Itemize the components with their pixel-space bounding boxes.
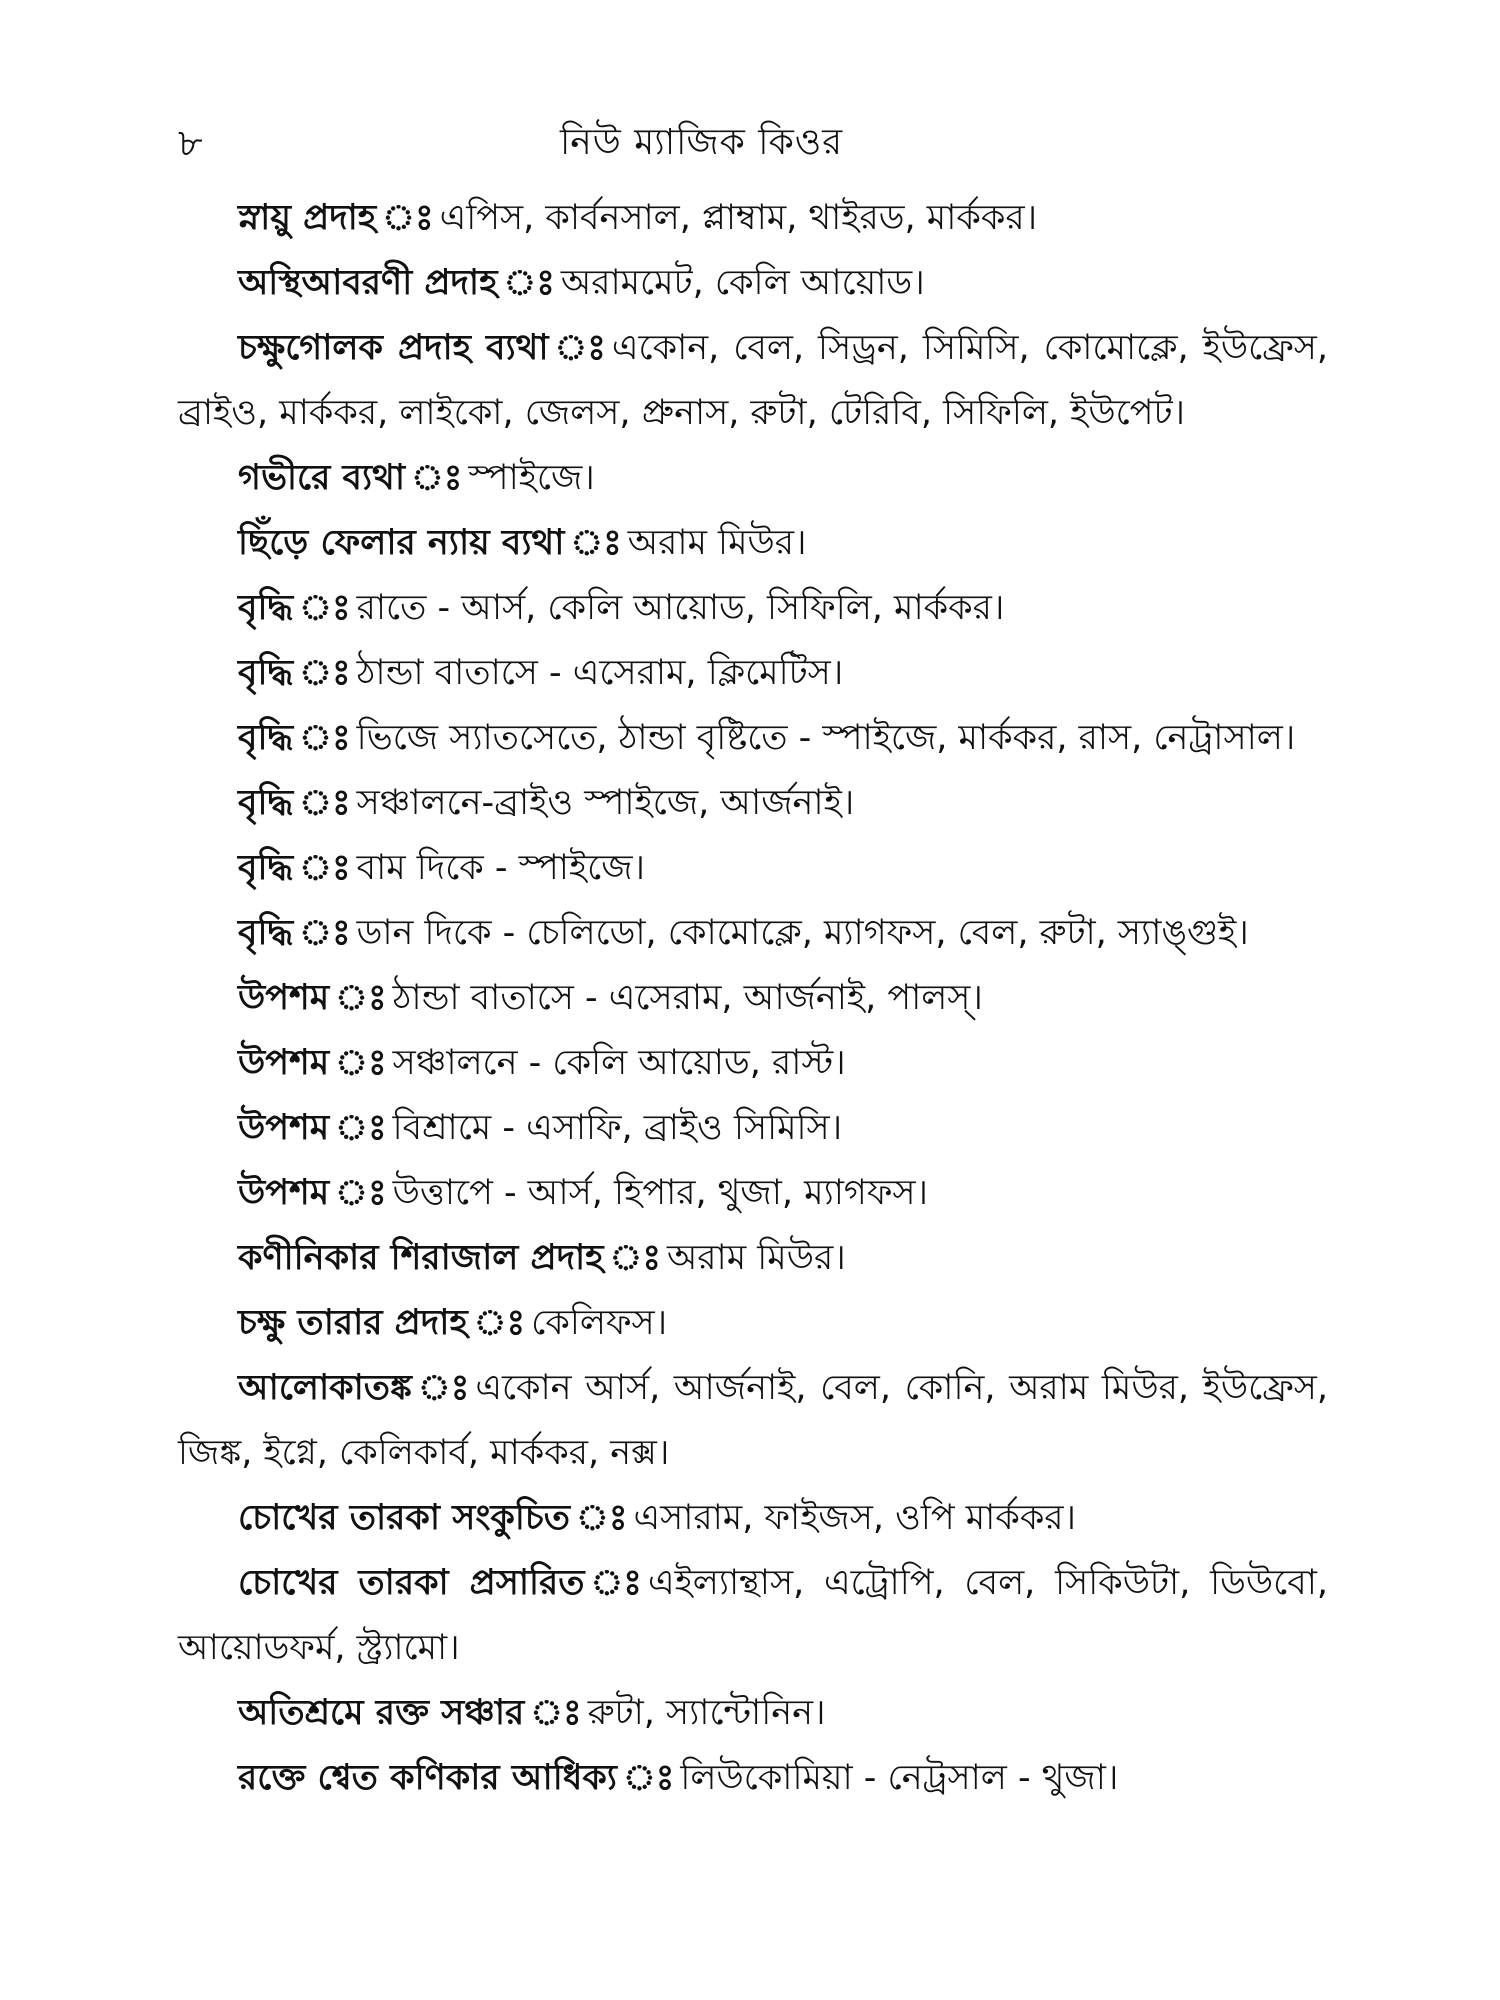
colon-separator: ঃ [335, 1108, 387, 1148]
colon-separator: ঃ [299, 588, 351, 628]
entry-term: আলোকাতঙ্ক [238, 1368, 412, 1408]
colon-separator: ঃ [299, 653, 351, 693]
colon-separator: ঃ [473, 1303, 526, 1343]
colon-separator: ঃ [299, 848, 351, 888]
entry [178, 186, 1328, 251]
entry-remedies: একোন আর্স, আর্জনাই, বেল, কোনি, অরাম মিউর, ইউফ্রেস, জিঙ্ক, ইগ্নে, কেলিকার্ব, মার্ককর, নক্স। [178, 1368, 1328, 1473]
entry [178, 1486, 1328, 1551]
colon-separator: ঃ [335, 1043, 387, 1083]
entry [178, 1746, 1328, 1811]
entry [178, 836, 1328, 901]
entry [178, 446, 1328, 511]
entry-term: বৃদ্ধি [238, 783, 294, 823]
entry [178, 706, 1328, 771]
entry-remedies: রাতে - আর্স, কেলি আয়োড, সিফিলি, মার্ককর। [356, 588, 1005, 628]
entry [178, 1356, 1328, 1486]
entry-term: বৃদ্ধি [238, 913, 294, 953]
entry-term: বৃদ্ধি [238, 848, 294, 888]
entry-term: উপশম [238, 1043, 330, 1083]
entry-remedies: অরাম মিউর। [666, 1238, 846, 1278]
entry-remedies: লিউকোমিয়া - নেট্রসাল - থুজা। [680, 1758, 1119, 1798]
entry-remedies: ঠান্ডা বাতাসে - এসেরাম, আর্জনাই, পালস্। [392, 978, 983, 1018]
entry-term: উপশম [238, 1173, 330, 1213]
entry-remedies: উত্তাপে - আর্স, হিপার, থুজা, ম্যাগফস। [392, 1173, 929, 1213]
colon-separator: ঃ [299, 783, 351, 823]
entry-remedies: বিশ্রামে - এসাফি, ব্রাইও সিমিসি। [392, 1108, 843, 1148]
entry [178, 771, 1328, 836]
entry-remedies: ঠান্ডা বাতাসে - এসেরাম, ক্লিমেটিস। [356, 653, 844, 693]
entry [178, 576, 1328, 641]
entry-remedies: অরাম মিউর। [627, 523, 807, 563]
entry [178, 1031, 1328, 1096]
entry-term: রক্তে শ্বেত কণিকার আধিক্য [238, 1758, 617, 1798]
entry-term: চোখের তারকা প্রসারিত [238, 1563, 585, 1603]
colon-separator: ঃ [554, 328, 606, 368]
entry [178, 1226, 1328, 1291]
entry-remedies: অরামমেট, কেলি আয়োড। [560, 263, 925, 303]
entry-list [178, 186, 1328, 1811]
entry-term: কণীনিকার শিরাজাল প্রদাহ [238, 1238, 604, 1278]
entry-term: অতিশ্রমে রক্ত সঞ্চার [238, 1693, 525, 1733]
entry [178, 901, 1328, 966]
entry-term: বৃদ্ধি [238, 653, 294, 693]
colon-separator: ঃ [590, 1563, 642, 1603]
colon-separator: ঃ [576, 1498, 628, 1538]
entry-remedies: কেলিফস। [531, 1303, 668, 1343]
entry-term: ছিঁড়ে ফেলার ন্যায় ব্যথা [238, 523, 565, 563]
entry [178, 511, 1328, 576]
page-number: ৮ [178, 121, 203, 165]
colon-separator: ঃ [382, 198, 434, 238]
entry-remedies: সঞ্চালনে-ব্রাইও স্পাইজে, আর্জনাই। [356, 783, 855, 823]
entry-remedies: স্পাইজে। [468, 458, 595, 498]
entry-remedies: এইল্যান্থাস, এট্রোপি, বেল, সিকিউটা, ডিউবো, আয়োডফর্ম, স্ট্র্যামো। [178, 1563, 1328, 1668]
entry [178, 641, 1328, 706]
colon-separator: ঃ [335, 1173, 387, 1213]
entry-remedies: এপিস, কার্বনসাল, প্লাম্বাম, থাইরড, মার্ককর। [439, 198, 1038, 238]
colon-separator: ঃ [417, 1368, 470, 1408]
entry [178, 966, 1328, 1031]
page-header [0, 118, 1500, 168]
colon-separator: ঃ [530, 1693, 582, 1733]
entry-remedies: এসারাম, ফাইজস, ওপি মার্ককর। [633, 1498, 1077, 1538]
entry-remedies: ভিজে স্যাতসেতে, ঠান্ডা বৃষ্টিতে - স্পাইজে, মার্ককর, রাস, নেট্রাসাল। [356, 718, 1296, 758]
colon-separator: ঃ [299, 913, 351, 953]
entry-term: চোখের তারকা সংকুচিত [238, 1498, 571, 1538]
colon-separator: ঃ [503, 263, 555, 303]
colon-separator: ঃ [609, 1238, 661, 1278]
entry-remedies: সঞ্চালনে - কেলি আয়োড, রাস্ট। [392, 1043, 846, 1083]
entry-term: বৃদ্ধি [238, 588, 294, 628]
entry [178, 1096, 1328, 1161]
entry-term: উপশম [238, 1108, 330, 1148]
entry [178, 251, 1328, 316]
entry-term: গভীরে ব্যথা [238, 458, 405, 498]
running-title: নিউ ম্যাজিক কিওর [560, 122, 844, 163]
entry-term: স্নায়ু প্রদাহ [238, 198, 377, 238]
entry [178, 316, 1328, 446]
entry [178, 1551, 1328, 1681]
colon-separator: ঃ [299, 718, 351, 758]
entry-remedies: রুটা, স্যান্টোনিন। [587, 1693, 826, 1733]
entry-term: চক্ষু তারার প্রদাহ [238, 1303, 468, 1343]
entry [178, 1681, 1328, 1746]
entry-term: অস্থিআবরণী প্রদাহ [238, 263, 498, 303]
entry-remedies: একোন, বেল, সিড্রন, সিমিসি, কোমোক্লে, ইউফ্রেস, ব্রাইও, মার্ককর, লাইকো, জেলস, প্রুনাস, রুটা, টেরিবি, সিফিলি, ইউপেট। [178, 328, 1329, 433]
colon-separator: ঃ [622, 1758, 675, 1798]
entry-term: চক্ষুগোলক প্রদাহ ব্যথা [238, 328, 549, 368]
entry [178, 1291, 1328, 1356]
entry-term: উপশম [238, 978, 330, 1018]
entry-remedies: ডান দিকে - চেলিডো, কোমোক্লে, ম্যাগফস, বেল, রুটা, স্যাঙ্গুই। [356, 913, 1249, 953]
colon-separator: ঃ [335, 978, 387, 1018]
entry-term: বৃদ্ধি [238, 718, 294, 758]
colon-separator: ঃ [410, 458, 463, 498]
entry-remedies: বাম দিকে - স্পাইজে। [356, 848, 646, 888]
colon-separator: ঃ [570, 523, 622, 563]
entry [178, 1161, 1328, 1226]
